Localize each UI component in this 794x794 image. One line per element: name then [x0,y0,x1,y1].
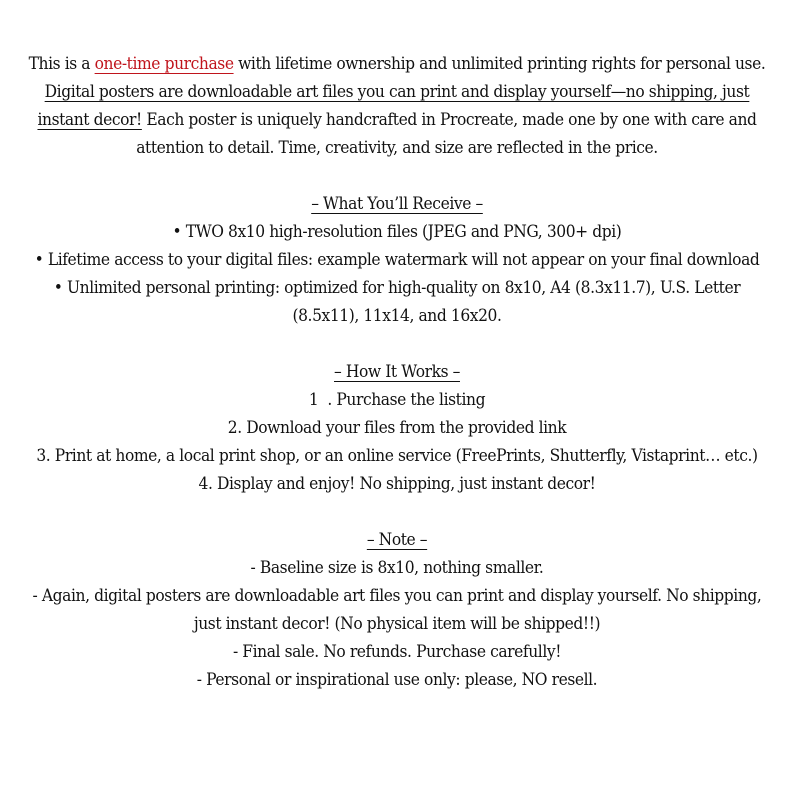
receive-item: • Lifetime access to your digital files: example watermark will not appear on your final download [34,250,760,269]
intro-line-1 [24,50,770,78]
how-step: 2. Download your files from the provided link [227,418,567,437]
receive-heading [24,190,770,218]
note-line: just instant decor! (No physical item will be shipped!!) [193,614,601,633]
intro-line-4: attention to detail. Time, creativity, and size are reflected in the price. [136,138,658,157]
intro-underlined-text: instant decor! [37,110,142,129]
receive-item: • Unlimited personal printing: optimized for high-quality on 8x10, A4 (8.3x11.7), U.S. Letter [53,278,741,297]
intro-text: This is a [28,54,95,73]
section-heading: – What You’ll Receive – [311,194,483,213]
spacer [24,498,770,526]
note-line: - Personal or inspirational use only: please, NO resell. [196,670,598,689]
note-line: - Final sale. No refunds. Purchase carefully! [232,642,562,661]
intro-text: Each poster is uniquely handcrafted in Procreate, made one by one with care and [141,110,757,129]
receive-item: • TWO 8x10 high-resolution files (JPEG and PNG, 300+ dpi) [172,222,622,241]
listing-description [24,50,770,694]
spacer [24,162,770,190]
note-line: - Baseline size is 8x10, nothing smaller. [250,558,544,577]
intro-line-3 [24,106,770,134]
one-time-purchase-link[interactable]: one-time purchase [94,54,234,73]
intro-underlined-text: Digital posters are downloadable art files you can print and display yourself—no shipping, just [44,82,750,101]
section-heading: – How It Works – [334,362,460,381]
section-heading: – Note – [366,530,428,549]
receive-item: (8.5x11), 11x14, and 16x20. [292,306,502,325]
how-step: 1 . Purchase the listing [308,390,486,409]
how-step: 4. Display and enjoy! No shipping, just instant decor! [198,474,596,493]
note-heading [24,526,770,554]
how-heading [24,358,770,386]
how-step: 3. Print at home, a local print shop, or an online service (FreePrints, Shutterfly, Vistaprint… etc.) [36,446,758,465]
intro-text: with lifetime ownership and unlimited printing rights for personal use. [233,54,766,73]
spacer [24,330,770,358]
note-line: - Again, digital posters are downloadable art files you can print and display yourself. No shipping, [32,586,762,605]
intro-line-2 [24,78,770,106]
